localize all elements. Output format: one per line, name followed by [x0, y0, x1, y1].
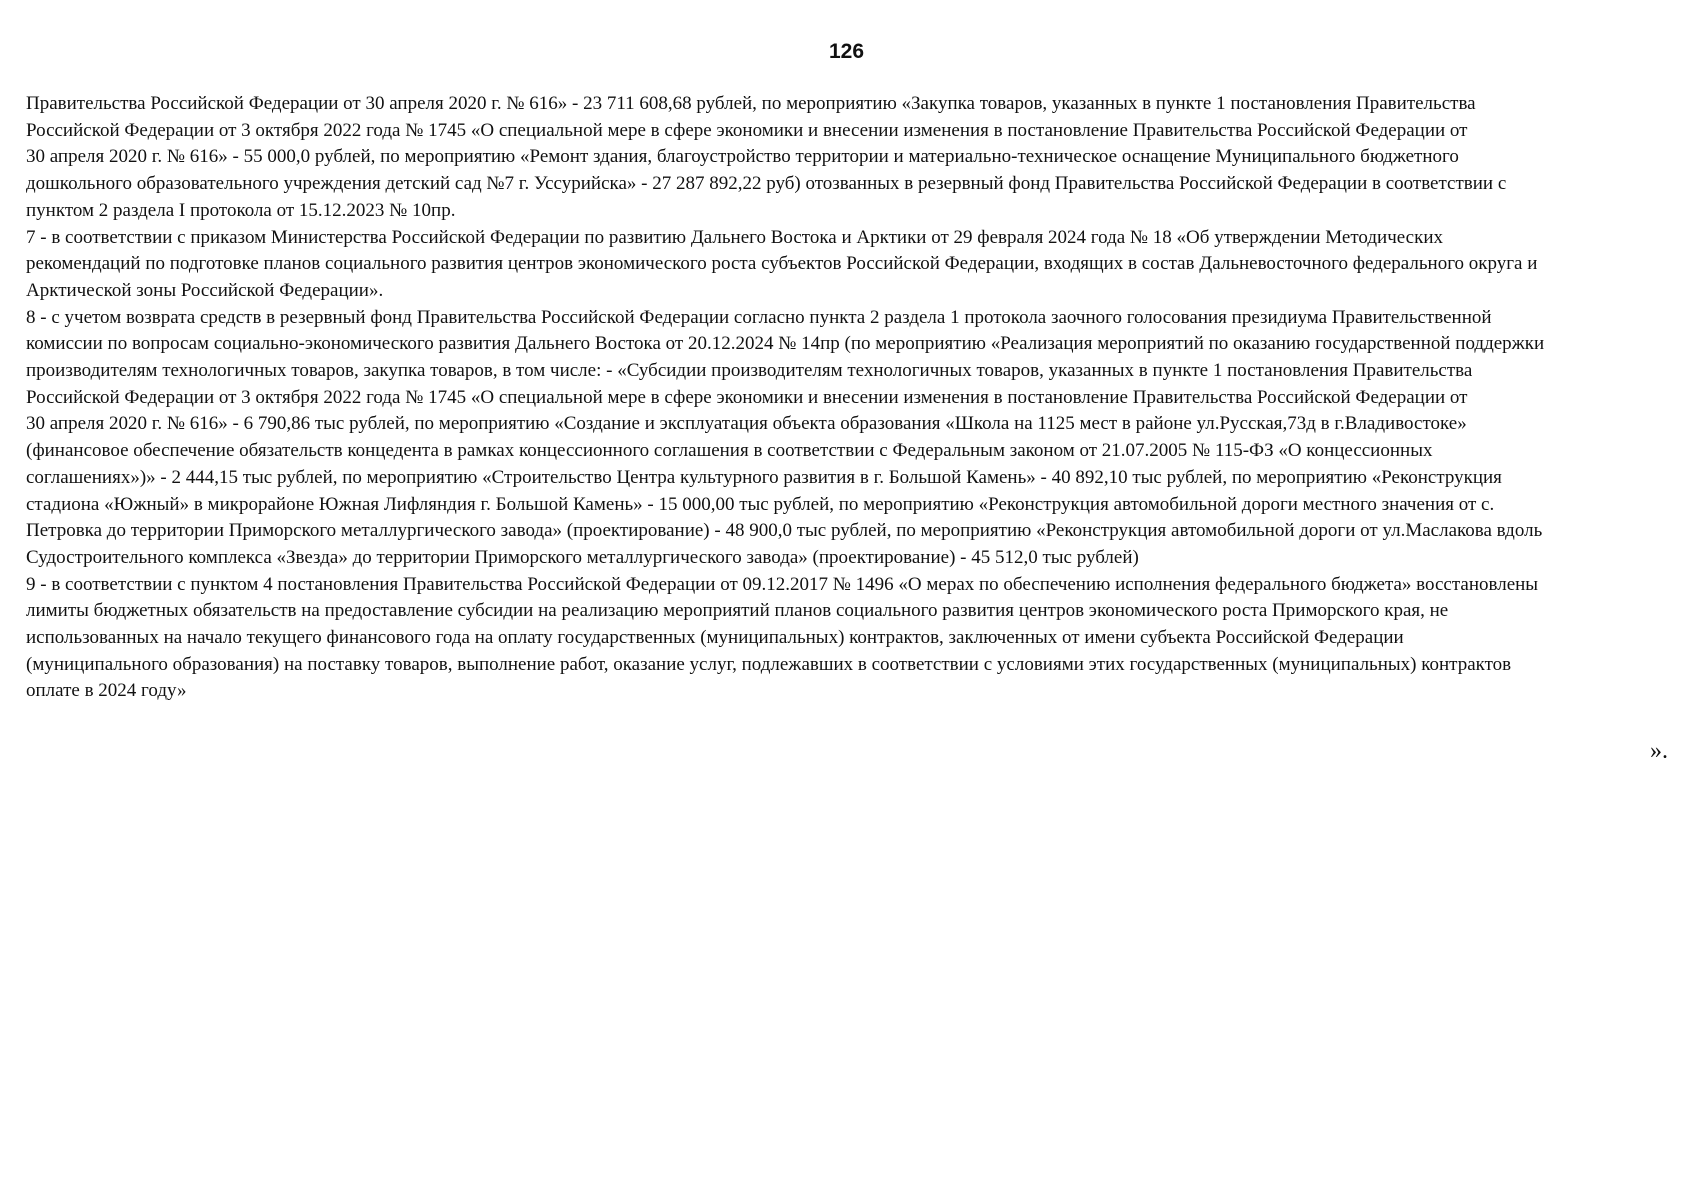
footnote-7: 7 - в соответствии с приказом Министерства Российской Федерации по развитию Дальнего Востока и Арктики от 29 февраля 2024 года № 18 «Об утверждении Методических рекомендаций по подготовке планов социального развития центров экономического роста субъектов Российской Федерации, входящих в состав Дальневосточного федерального округа и Арктической зоны Российской Федерации». — [26, 226, 1538, 301]
closing-quote-mark: ». — [1650, 738, 1668, 764]
footnote-8: 8 - с учетом возврата средств в резервный фонд Правительства Российской Федерации согласно пункта 2 раздела 1 протокола заочного голосования президиума Правительственной комиссии по вопросам социально-экономического развития Дальнего Востока от 20.12.2024 № 14пр (по мероприятию «Реализация мероприятий по оказанию государственной поддержки производителям технологичных товаров, закупка товаров, в том числе: - «Субсидии производителям технологичных товаров, указанных в пункте 1 постановления Правительства Российской Федерации от 3 октября 2022 года № 1745 «О специальной мере в сфере экономики и внесении изменения в постановление Правительства Российской Федерации от 30 апреля 2020 г. № 616» - 6 790,86 тыс рублей, по мероприятию «Создание и эксплуатация объекта образования «Школа на 1125 мест в районе ул.Русская,73д в г.Владивостоке» (финансовое обеспечение обязательств концедента в рамках концессионного соглашения в соответствии с Федеральным законом от 21.07.2005 № 115-ФЗ «О концессионных соглашениях»)» - 2 444,15 тыс рублей, по мероприятию «Строительство Центра культурного развития в г. Большой Камень» - 40 892,10 тыс рублей, по мероприятию «Реконструкция стадиона «Южный» в микрорайоне Южная Лифляндия г. Большой Камень» - 15 000,00 тыс рублей, по мероприятию «Реконструкция автомобильной дороги местного значения от с. Петровка до территории Приморского металлургического завода» (проектирование) - 48 900,0 тыс рублей, по мероприятию «Реконструкция автомобильной дороги от ул.Маслакова вдоль Судостроительного комплекса «Звезда» до территории Приморского металлургического завода» (проектирование) - 45 512,0 тыс рублей) — [26, 306, 1545, 568]
document-body — [26, 91, 1668, 705]
paragraph-continuation: Правительства Российской Федерации от 30 апреля 2020 г. № 616» - 23 711 608,68 рублей, по мероприятию «Закупка товаров, указанных в пункте 1 постановления Правительства Российской Федерации от 3 октября 2022 года № 1745 «О специальной мере в сфере экономики и внесении изменения в постановление Правительства Российской Федерации от 30 апреля 2020 г. № 616» - 55 000,0 рублей, по мероприятию «Ремонт здания, благоустройство территории и материально-техническое оснащение Муниципального бюджетного дошкольного образовательного учреждения детский сад №7 г. Уссурийска» - 27 287 892,22 руб) отозванных в резервный фонд Правительства Российской Федерации в соответствии с пунктом 2 раздела I протокола от 15.12.2023 № 10пр. — [26, 93, 1507, 221]
footnote-9: 9 - в соответствии с пунктом 4 постановления Правительства Российской Федерации от 09.12.2017 № 1496 «О мерах по обеспечению исполнения федерального бюджета» восстановлены лимиты бюджетных обязательств на предоставление субсидии на реализацию мероприятий планов социального развития центров экономического роста Приморского края, не использованных на начало текущего финансового года на оплату государственных (муниципальных) контрактов, заключенных от имени субъекта Российской Федерации (муниципального образования) на поставку товаров, выполнение работ, оказание услуг, подлежавших в соответствии с условиями этих государственных (муниципальных) контрактов оплате в 2024 году» — [26, 573, 1539, 702]
page-number: 126 — [828, 40, 865, 63]
